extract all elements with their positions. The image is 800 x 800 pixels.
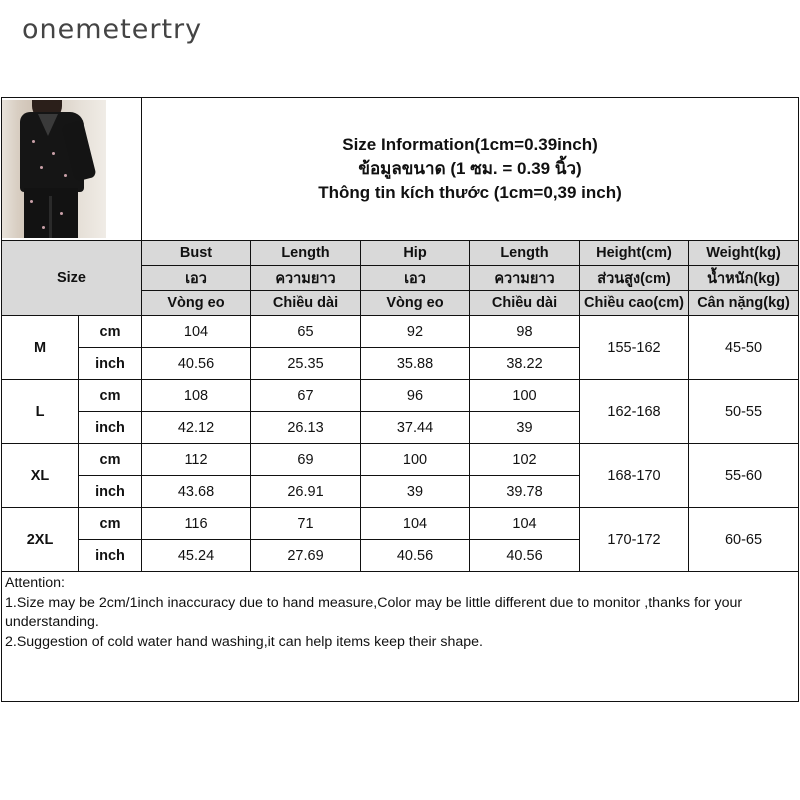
l-length2-inch: 39	[470, 412, 580, 444]
header-length-2-th: ความยาว	[470, 266, 580, 291]
xl-height: 168-170	[580, 444, 689, 508]
info-title-en: Size Information(1cm=0.39inch)	[342, 135, 598, 154]
2xl-height: 170-172	[580, 508, 689, 572]
unit-inch: inch	[79, 476, 142, 508]
unit-cm: cm	[79, 316, 142, 348]
size-header: Size	[2, 241, 142, 316]
size-row-l-cm	[2, 380, 799, 412]
table-header-banner	[2, 98, 799, 241]
unit-cm: cm	[79, 380, 142, 412]
size-name-m: M	[2, 316, 79, 380]
l-hip-cm: 96	[361, 380, 470, 412]
size-name-2xl: 2XL	[2, 508, 79, 572]
unit-inch: inch	[79, 348, 142, 380]
header-weight: Weight(kg)	[689, 241, 799, 266]
size-row-xl-cm	[2, 444, 799, 476]
l-bust-cm: 108	[142, 380, 251, 412]
size-table-body	[2, 98, 799, 572]
2xl-weight: 60-65	[689, 508, 799, 572]
m-height: 155-162	[580, 316, 689, 380]
2xl-length2-inch: 40.56	[470, 540, 580, 572]
header-length: Length	[251, 241, 361, 266]
size-name-l: L	[2, 380, 79, 444]
xl-bust-inch: 43.68	[142, 476, 251, 508]
m-weight: 45-50	[689, 316, 799, 380]
2xl-length-inch: 27.69	[251, 540, 361, 572]
l-length2-cm: 100	[470, 380, 580, 412]
l-bust-inch: 42.12	[142, 412, 251, 444]
header-bust-vi: Vòng eo	[142, 291, 251, 316]
size-name-xl: XL	[2, 444, 79, 508]
attention-notes	[1, 571, 799, 702]
header-length-2: Length	[470, 241, 580, 266]
photo-cell	[2, 98, 142, 241]
l-height: 162-168	[580, 380, 689, 444]
m-length2-cm: 98	[470, 316, 580, 348]
size-row-m-cm	[2, 316, 799, 348]
xl-length-cm: 69	[251, 444, 361, 476]
info-title-vi: Thông tin kích thước (1cm=0,39 inch)	[318, 183, 622, 202]
size-row-2xl-cm	[2, 508, 799, 540]
l-hip-inch: 37.44	[361, 412, 470, 444]
2xl-hip-inch: 40.56	[361, 540, 470, 572]
header-height: Height(cm)	[580, 241, 689, 266]
header-hip-th: เอว	[361, 266, 470, 291]
2xl-bust-cm: 116	[142, 508, 251, 540]
header-hip: Hip	[361, 241, 470, 266]
unit-inch: inch	[79, 540, 142, 572]
header-length-th: ความยาว	[251, 266, 361, 291]
attention-title: Attention:	[5, 575, 65, 591]
unit-inch: inch	[79, 412, 142, 444]
2xl-length2-cm: 104	[470, 508, 580, 540]
header-length-2-vi: Chiều dài	[470, 291, 580, 316]
unit-cm: cm	[79, 508, 142, 540]
m-hip-inch: 35.88	[361, 348, 470, 380]
m-length2-inch: 38.22	[470, 348, 580, 380]
xl-bust-cm: 112	[142, 444, 251, 476]
xl-length2-inch: 39.78	[470, 476, 580, 508]
header-length-vi: Chiều dài	[251, 291, 361, 316]
size-chart	[1, 97, 799, 702]
2xl-length-cm: 71	[251, 508, 361, 540]
header-row-en	[2, 241, 799, 266]
unit-cm: cm	[79, 444, 142, 476]
header-hip-vi: Vòng eo	[361, 291, 470, 316]
l-length-inch: 26.13	[251, 412, 361, 444]
m-length-cm: 65	[251, 316, 361, 348]
xl-hip-cm: 100	[361, 444, 470, 476]
2xl-bust-inch: 45.24	[142, 540, 251, 572]
2xl-hip-cm: 104	[361, 508, 470, 540]
header-height-vi: Chiều cao(cm)	[580, 291, 689, 316]
header-weight-vi: Cân nặng(kg)	[689, 291, 799, 316]
header-bust: Bust	[142, 241, 251, 266]
l-weight: 50-55	[689, 380, 799, 444]
xl-weight: 55-60	[689, 444, 799, 508]
header-height-th: ส่วนสูง(cm)	[580, 266, 689, 291]
size-table	[1, 97, 799, 572]
m-hip-cm: 92	[361, 316, 470, 348]
info-title-th: ข้อมูลขนาด (1 ซม. = 0.39 นิ้ว)	[358, 159, 582, 178]
size-information-cell	[142, 98, 799, 241]
attention-note-2: 2.Suggestion of cold water hand washing,it can help items keep their shape.	[5, 633, 483, 650]
m-length-inch: 25.35	[251, 348, 361, 380]
xl-length-inch: 26.91	[251, 476, 361, 508]
xl-hip-inch: 39	[361, 476, 470, 508]
attention-note-1: 1.Size may be 2cm/1inch inaccuracy due to hand measure,Color may be little different due to monitor ,thanks for your understanding.	[5, 594, 743, 630]
xl-length2-cm: 102	[470, 444, 580, 476]
header-bust-th: เอว	[142, 266, 251, 291]
brand-watermark: onemetertry	[22, 14, 203, 45]
l-length-cm: 67	[251, 380, 361, 412]
header-weight-th: น้ำหนัก(kg)	[689, 266, 799, 291]
product-photo	[2, 100, 106, 238]
m-bust-inch: 40.56	[142, 348, 251, 380]
m-bust-cm: 104	[142, 316, 251, 348]
